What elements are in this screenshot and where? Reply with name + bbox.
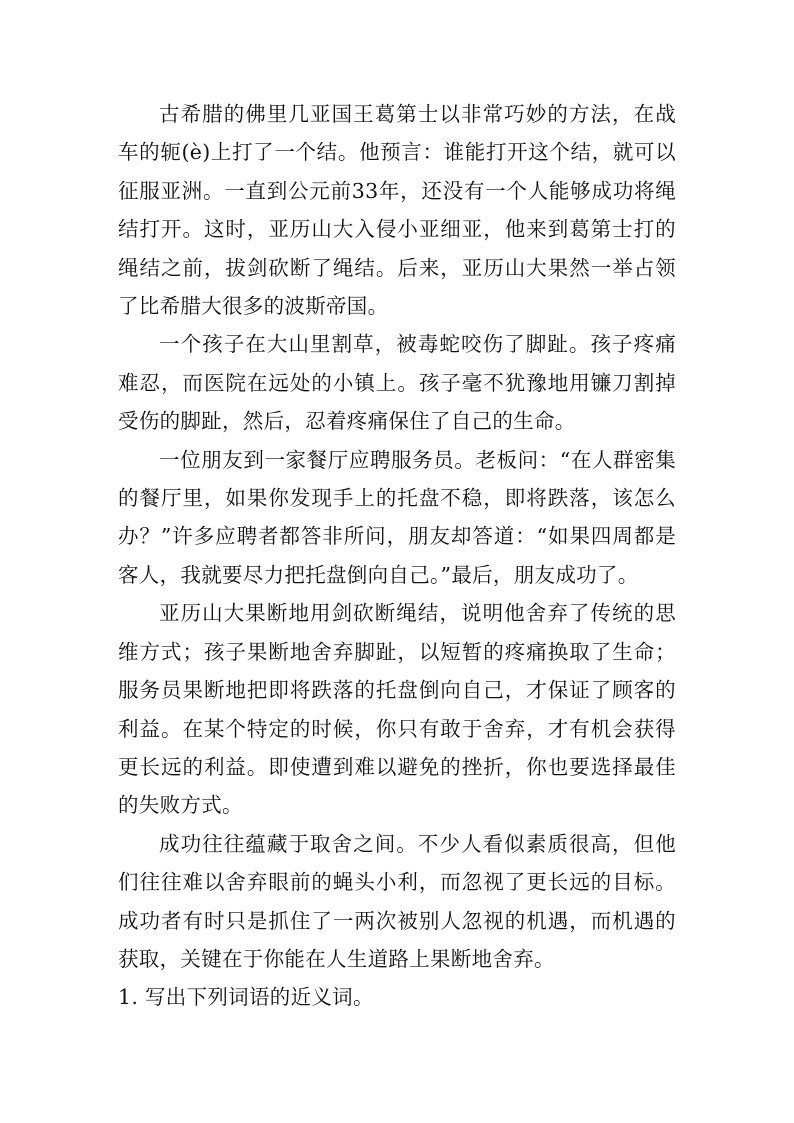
paragraph-gordian-knot: 古希腊的佛里几亚国王葛第士以非常巧妙的方法，在战车的轭(è)上打了一个结。他预言：谁能打开这个结，就可以征服亚洲。一直到公元前33年，还没有一个人能够成功将绳结打开。这时，亚历山大入侵小亚细亚，他来到葛第士打的绳结之前，拔剑砍断了绳结。后来，亚历山大果然一举占领了比希腊大很多的波斯帝国。 bbox=[118, 102, 676, 319]
question-1: 1. 写出下列词语的近义词。 bbox=[118, 985, 374, 1010]
paragraph-waiter-interview: 一位朋友到一家餐厅应聘服务员。老板问：“在人群密集的餐厅里，如果你发现手上的托盘不稳，即将跌落，该怎么办？”许多应聘者都答非所问，朋友却答道：“如果四周都是客人，我就要尽力把托盘倒向自己。”最后，朋友成功了。 bbox=[118, 447, 676, 587]
paragraph-analysis: 亚历山大果断地用剑砍断绳结，说明他舍弃了传统的思维方式；孩子果断地舍弃脚趾，以短暂的疼痛换取了生命；服务员果断地把即将跌落的托盘倒向自己，才保证了顾客的利益。在某个特定的时候，你只有敢于舍弃，才有机会获得更长远的利益。即使遭到难以避免的挫折，你也要选择最佳的失败方式。 bbox=[118, 601, 676, 818]
paragraph-child-snakebite: 一个孩子在大山里割草，被毒蛇咬伤了脚趾。孩子疼痛难忍，而医院在远处的小镇上。孩子毫不犹豫地用镰刀割掉受伤的脚趾，然后，忍着疼痛保住了自己的生命。 bbox=[118, 332, 676, 434]
document-body bbox=[118, 95, 676, 1017]
paragraph-conclusion: 成功往往蕴藏于取舍之间。不少人看似素质很高，但他们往往难以舍弃眼前的蝇头小利，而忽视了更长远的目标。成功者有时只是抓住了一两次被别人忽视的机遇，而机遇的获取，关键在于你能在人生道路上果断地舍弃。 bbox=[118, 831, 676, 971]
